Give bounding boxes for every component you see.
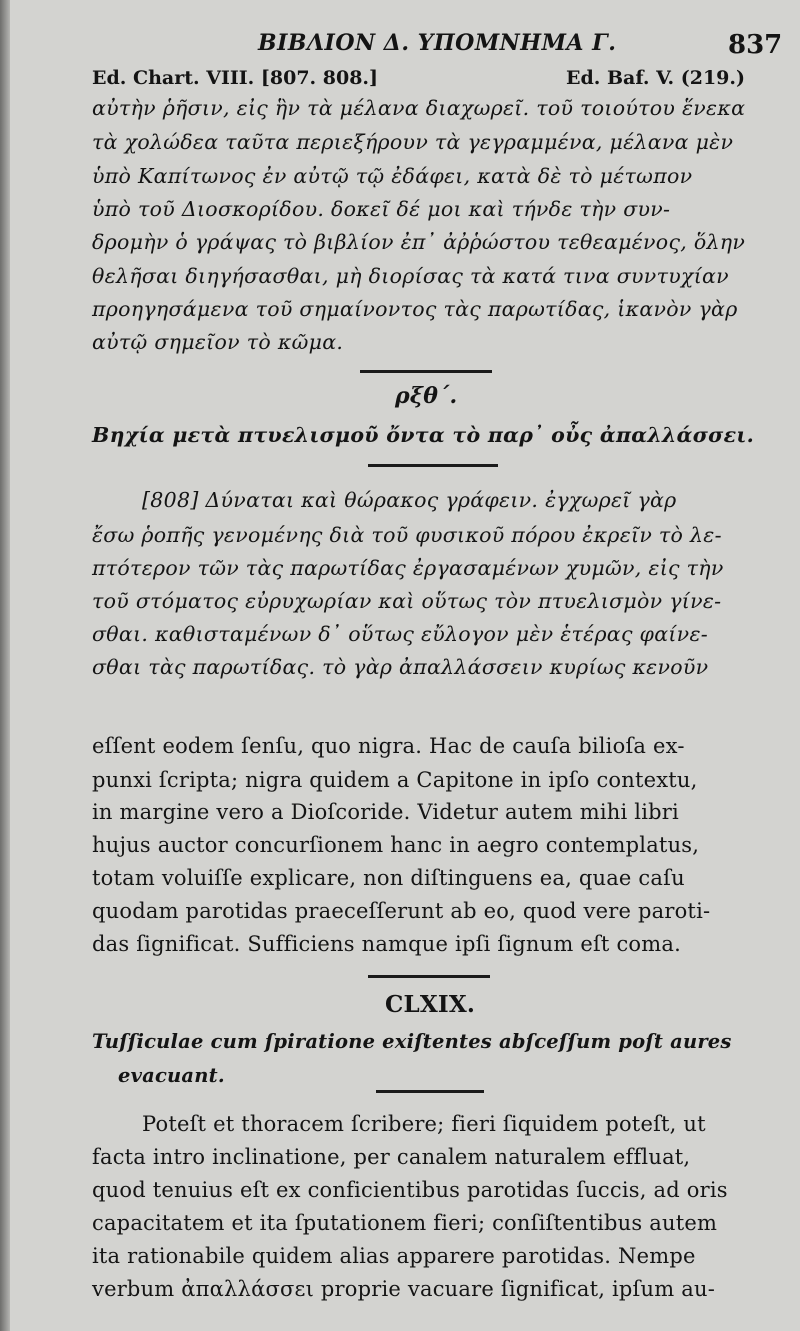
latin-text-line: hujus auctor concurſionem hanc in aegro contemplatus, bbox=[92, 833, 700, 857]
greek-text-line: δρομὴν ὁ γράψας τὸ βιβλίον ἐπ᾽ ἀῤῥώστου τεθεαμένος, ὅλην bbox=[92, 230, 746, 254]
latin-text-line: quod tenuius eſt ex conficientibus parotidas ſuccis, ad oris bbox=[92, 1178, 728, 1202]
greek-text-line: αὐτὴν ῥῆσιν, εἰς ἣν τὰ μέλανα διαχωρεῖ. τοῦ τοιούτου ἕνεκα bbox=[92, 96, 746, 120]
greek-text-line: σθαι. καθισταμένων δ᾽ οὕτως εὔλογον μὲν ἑτέρας φαίνε- bbox=[92, 622, 708, 646]
greek-text-line: ὑπὸ τοῦ Διοσκορίδου. δοκεῖ δέ μοι καὶ τήνδε τὴν συν- bbox=[92, 197, 671, 221]
greek-text-line: τοῦ στόματος εὐρυχωρίαν καὶ οὕτως τὸν πτυελισμὸν γίνε- bbox=[92, 589, 722, 613]
running-header-title: ΒΙΒΛΙΟΝ Δ. ΥΠΟΜΝΗΜΑ Γ. bbox=[258, 30, 617, 56]
section-divider bbox=[368, 464, 498, 467]
latin-section-title: Tuſſiculae cum ſpiratione exiſtentes abſceſſum poſt aures bbox=[92, 1030, 732, 1053]
section-divider bbox=[376, 1090, 484, 1093]
greek-section-number: ρξθ΄. bbox=[395, 383, 458, 409]
latin-text-line: capacitatem et ita ſputationem fieri; conſiſtentibus autem bbox=[92, 1211, 718, 1235]
greek-text-line: προηγησάμενα τοῦ σημαίνοντος τὰς παρωτίδας, ἱκανὸν γὰρ bbox=[92, 297, 738, 321]
greek-text-line: αὐτῷ σημεῖον τὸ κῶμα. bbox=[92, 330, 344, 354]
latin-text-line: eſſent eodem ſenſu, quo nigra. Hac de cauſa bilioſa ex- bbox=[92, 734, 685, 758]
greek-text-line: ἔσω ῥοπῆς γενομένης διὰ τοῦ φυσικοῦ πόρου ἐκρεῖν τὸ λε- bbox=[92, 523, 722, 547]
section-divider bbox=[360, 370, 492, 373]
latin-text-line: das ſignificat. Sufficiens namque ipſi ſignum eſt coma. bbox=[92, 932, 681, 956]
greek-text-line: θελῆσαι διηγήσασθαι, μὴ διορίσας τὰ κατά τινα συντυχίαν bbox=[92, 264, 729, 288]
greek-text-line: ὑπὸ Καπίτωνος ἐν αὐτῷ τῷ ἐδάφει, κατὰ δὲ τὸ μέτωπον bbox=[92, 164, 693, 188]
greek-section-title: Βηχία μετὰ πτυελισμοῦ ὄντα τὸ παρ᾽ οὖς ἀπαλλάσσει. bbox=[92, 423, 755, 447]
latin-text-line: facta intro inclinatione, per canalem naturalem effluat, bbox=[92, 1145, 691, 1169]
edition-reference-basel: Ed. Baf. V. (219.) bbox=[566, 67, 745, 89]
latin-text-line: quodam parotidas praeceſſerunt ab eo, quod vere paroti- bbox=[92, 899, 711, 923]
page-number: 837 bbox=[728, 30, 783, 60]
greek-text-line: σθαι τὰς παρωτίδας. τὸ γὰρ ἀπαλλάσσειν κυρίως κενοῦν bbox=[92, 655, 709, 679]
greek-text-line: τὰ χολώδεα ταῦτα περιεξήρουν τὰ γεγραμμένα, μέλανα μὲν bbox=[92, 130, 734, 154]
latin-section-number: CLXIX. bbox=[385, 991, 476, 1018]
page-binding-shadow bbox=[0, 0, 10, 1331]
greek-text-line: [808] Δύναται καὶ θώρακος γράφειν. ἐγχωρεῖ γὰρ bbox=[142, 488, 677, 512]
latin-section-title-continued: evacuant. bbox=[118, 1064, 225, 1087]
edition-reference-chartier: Ed. Chart. VIII. [807. 808.] bbox=[92, 67, 379, 89]
latin-text-line: Poteſt et thoracem ſcribere; fieri ſiquidem poteſt, ut bbox=[142, 1112, 706, 1136]
latin-text-line: ita rationabile quidem alias apparere parotidas. Nempe bbox=[92, 1244, 696, 1268]
latin-text-line: verbum ἀπαλλάσσει proprie vacuare ſignificat, ipſum au- bbox=[92, 1277, 715, 1301]
latin-text-line: in margine vero a Dioſcoride. Videtur autem mihi libri bbox=[92, 800, 679, 824]
latin-text-line: punxi ſcripta; nigra quidem a Capitone in ipſo contextu, bbox=[92, 768, 698, 792]
greek-text-line: πτότερον τῶν τὰς παρωτίδας ἐργασαμένων χυμῶν, εἰς τὴν bbox=[92, 556, 724, 580]
latin-text-line: totam voluiſſe explicare, non diſtinguens ea, quae caſu bbox=[92, 866, 685, 890]
section-divider bbox=[368, 975, 490, 978]
